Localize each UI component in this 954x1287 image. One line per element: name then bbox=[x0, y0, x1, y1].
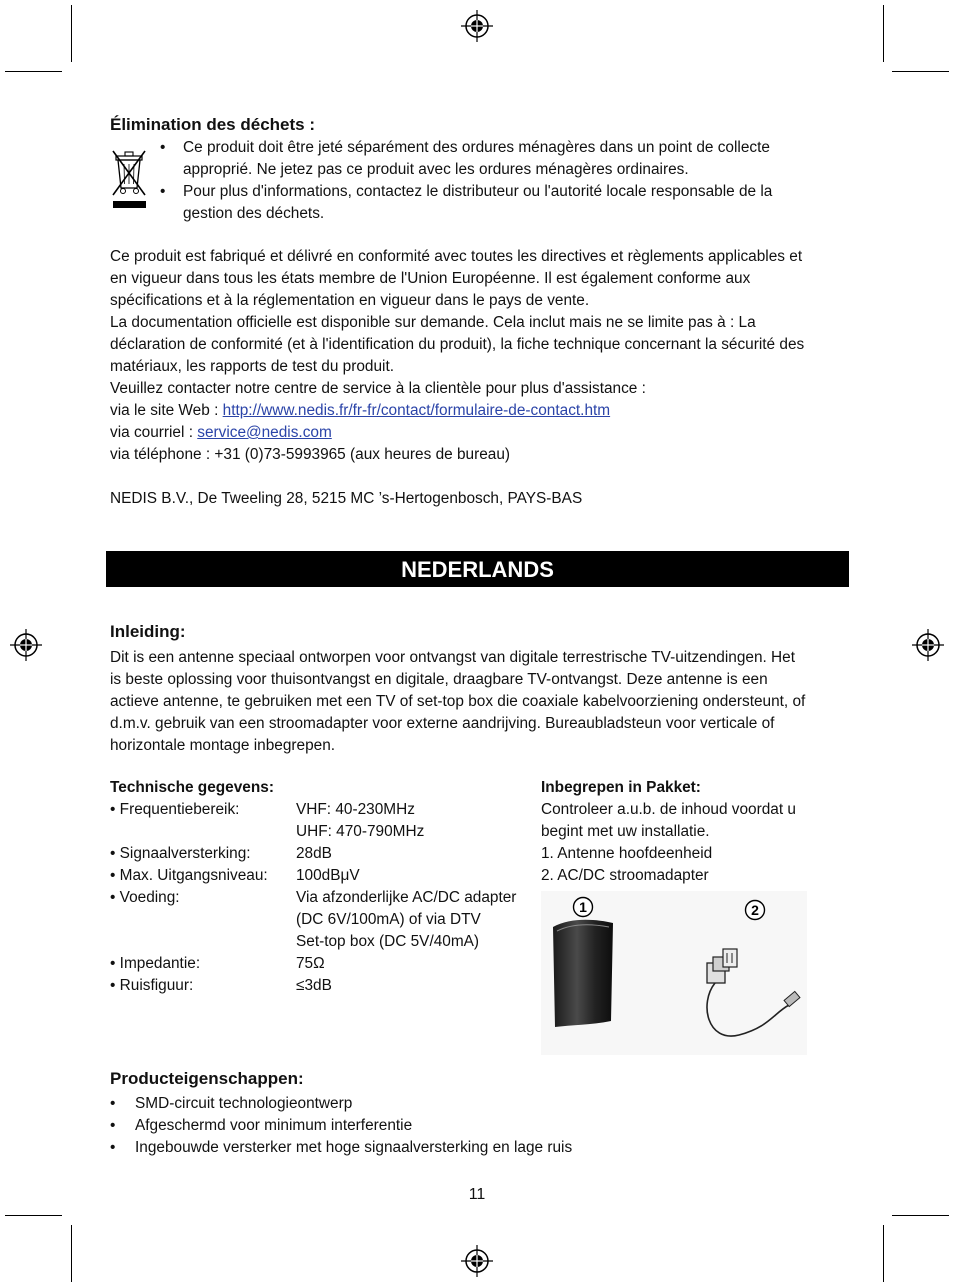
page-number: 11 bbox=[468, 1186, 486, 1203]
spec-value: VHF: 40-230MHz bbox=[296, 801, 415, 818]
paragraph-line: matériaux, les rapports de test du produit. bbox=[110, 358, 395, 375]
conformity-paragraph bbox=[110, 246, 804, 510]
package-line: begint met uw installatie. bbox=[541, 823, 710, 840]
package-line: Controleer a.u.b. de inhoud voordat u bbox=[541, 801, 796, 818]
paragraph-line: La documentation officielle est disponible sur demande. Cela inclut mais ne se limite pas à : La bbox=[110, 314, 756, 331]
crop-mark bbox=[71, 1225, 72, 1282]
spec-label: • Frequentiebereik: bbox=[110, 801, 240, 818]
features-list bbox=[110, 1093, 572, 1159]
specs-heading: Technische gegevens: bbox=[110, 779, 274, 796]
crop-mark bbox=[5, 1215, 62, 1216]
package-line: 2. AC/DC stroomadapter bbox=[541, 867, 709, 884]
mail-line: via courriel : service@nedis.com bbox=[110, 424, 332, 441]
crop-mark bbox=[5, 71, 62, 72]
paragraph-line: Dit is een antenne speciaal ontworpen voor ontvangst van digitale terrestrische TV-uitzendingen. Het bbox=[110, 649, 796, 666]
paragraph-line: Ce produit est fabriqué et délivré en conformité avec toutes les directives et règlements applicables et bbox=[110, 248, 803, 265]
company-address: NEDIS B.V., De Tweeling 28, 5215 MC ’s-Hertogenbosch, PAYS-BAS bbox=[110, 490, 583, 507]
disposal-heading: Élimination des déchets : bbox=[110, 115, 315, 134]
crop-mark bbox=[892, 1215, 949, 1216]
spec-value: Set-top box (DC 5V/40mA) bbox=[296, 933, 480, 950]
features-heading: Producteigenschappen: bbox=[110, 1069, 304, 1088]
disposal-bullets bbox=[110, 137, 772, 225]
list-item: • Ce produit doit être jeté séparément des ordures ménagères dans un point de collecte bbox=[160, 139, 770, 156]
spec-label: • Signaalversterking: bbox=[110, 845, 251, 862]
svg-text:1: 1 bbox=[579, 899, 587, 915]
paragraph-line: d.m.v. gebruik van een stroomadapter voor externe aandrijving. Bureaubladsteun voor verticale of bbox=[110, 715, 775, 732]
spec-value: 75Ω bbox=[296, 955, 325, 972]
spec-value: (DC 6V/100mA) of via DTV bbox=[296, 911, 481, 928]
package-contents-image bbox=[541, 891, 807, 1055]
registration-mark-icon bbox=[10, 629, 42, 661]
paragraph-line: en vigueur dans tous les états membre de l'Union Européenne. Il est également conforme aux bbox=[110, 270, 751, 287]
registration-mark-icon bbox=[912, 629, 944, 661]
registration-mark-icon bbox=[461, 10, 493, 42]
list-item: approprié. Ne jetez pas ce produit avec les ordures ménagères ordinaires. bbox=[183, 161, 689, 178]
spec-value: Via afzonderlijke AC/DC adapter bbox=[296, 889, 517, 906]
package-heading: Inbegrepen in Pakket: bbox=[541, 779, 701, 796]
spec-label: • Max. Uitgangsniveau: bbox=[110, 867, 268, 884]
crop-mark bbox=[883, 5, 884, 62]
crop-mark bbox=[883, 1225, 884, 1282]
intro-heading: Inleiding: bbox=[110, 622, 186, 641]
spec-label: • Ruisfiguur: bbox=[110, 977, 194, 994]
spec-value: UHF: 470-790MHz bbox=[296, 823, 425, 840]
list-item: • Pour plus d'informations, contactez le distributeur ou l'autorité locale responsable de la bbox=[160, 183, 773, 200]
list-item: gestion des déchets. bbox=[183, 205, 325, 222]
marker-2-icon bbox=[744, 899, 766, 921]
paragraph-line: actieve antenne, te gebruiken met een TV of set-top box die coaxiale kabelvoorziening ondersteunt, of bbox=[110, 693, 806, 710]
crop-mark bbox=[892, 71, 949, 72]
svg-text:2: 2 bbox=[751, 902, 759, 918]
spec-value: 28dB bbox=[296, 845, 332, 862]
registration-mark-icon bbox=[461, 1245, 493, 1277]
marker-1-icon bbox=[572, 896, 594, 918]
section-title-bar: NEDERLANDS bbox=[106, 551, 849, 587]
contact-form-link[interactable]: http://www.nedis.fr/fr-fr/contact/formulaire-de-contact.htm bbox=[222, 402, 611, 419]
list-item: • SMD-circuit technologieontwerp bbox=[110, 1095, 353, 1112]
crop-mark bbox=[71, 5, 72, 62]
paragraph-line: is beste oplossing voor thuisontvangst en digitale, draagbare TV-ontvangst. Deze antenne is een bbox=[110, 671, 768, 688]
email-link[interactable]: service@nedis.com bbox=[197, 424, 332, 441]
spec-value: 100dBμV bbox=[296, 867, 360, 884]
package-line: 1. Antenne hoofdeenheid bbox=[541, 845, 713, 862]
list-item: • Afgeschermd voor minimum interferentie bbox=[110, 1117, 413, 1134]
web-line: via le site Web : http://www.nedis.fr/fr-fr/contact/formulaire-de-contact.htm bbox=[110, 402, 611, 419]
intro-paragraph bbox=[110, 647, 805, 757]
paragraph-line: déclaration de conformité (et à l'identification du produit), la fiche technique concernant la sécurité des bbox=[110, 336, 805, 353]
spec-value: ≤3dB bbox=[296, 977, 332, 994]
list-item: • Ingebouwde versterker met hoge signaalversterking en lage ruis bbox=[110, 1139, 573, 1156]
paragraph-line: spécifications et à la réglementation en vigueur dans le pays de vente. bbox=[110, 292, 590, 309]
paragraph-line: horizontale montage inbegrepen. bbox=[110, 737, 336, 754]
spec-label: • Impedantie: bbox=[110, 955, 201, 972]
spec-label: • Voeding: bbox=[110, 889, 180, 906]
paragraph-line: Veuillez contacter notre centre de service à la clientèle pour plus d'assistance : bbox=[110, 380, 646, 397]
phone-line: via téléphone : +31 (0)73-5993965 (aux heures de bureau) bbox=[110, 446, 511, 463]
